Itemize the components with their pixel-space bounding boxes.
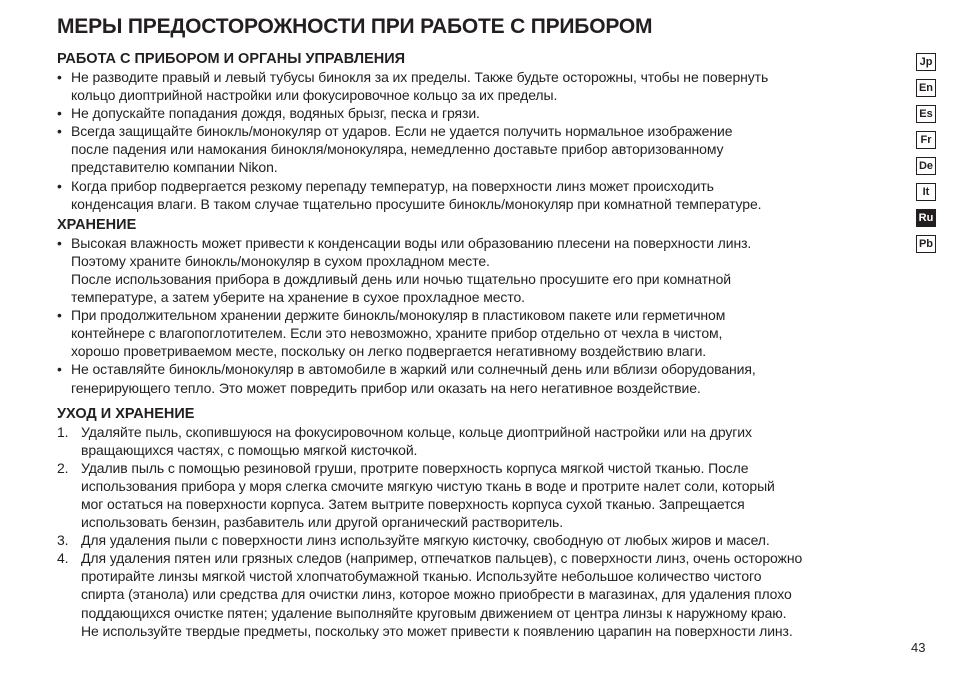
text-line: кольцо диоптрийной настройки или фокусировочное кольцо за их пределы. bbox=[71, 87, 558, 104]
text-line: использовать бензин, разбавитель или другой органический растворитель. bbox=[81, 514, 564, 531]
list-item bbox=[57, 531, 902, 549]
text-line: Не разводите правый и левый тубусы бинокля за их пределы. Также будьте осторожны, чтобы не повернуть bbox=[71, 69, 769, 85]
text-line: Когда прибор подвергается резкому перепаду температур, на поверхности линз может происходить bbox=[71, 177, 714, 194]
list-item bbox=[57, 177, 902, 213]
text-line: Удаляйте пыль, скопившуюся на фокусировочном кольце, кольце диоптрийной настройки или на других bbox=[81, 423, 752, 440]
bullet-marker: • bbox=[57, 105, 62, 122]
bullet-list-storage bbox=[57, 234, 902, 397]
text-line: Всегда защищайте бинокль/монокуляр от ударов. Если не удается получить нормальное изображение bbox=[71, 123, 733, 140]
list-item bbox=[57, 306, 902, 360]
text-line: поддающихся очистке пятен; удаление выполняйте круговым движением от центра линзы к наружному краю. bbox=[81, 604, 787, 621]
list-item bbox=[57, 360, 902, 396]
list-item bbox=[57, 68, 902, 104]
language-tab-de[interactable]: De bbox=[916, 157, 936, 175]
page-title: МЕРЫ ПРЕДОСТОРОЖНОСТИ ПРИ РАБОТЕ С ПРИБОРОМ bbox=[57, 15, 653, 38]
text-line: вращающихся частях, с помощью мягкой кисточкой. bbox=[81, 441, 418, 458]
page-number: 43 bbox=[911, 640, 926, 655]
language-tab-fr[interactable]: Fr bbox=[916, 131, 936, 149]
document-body bbox=[57, 50, 902, 640]
section-heading-care: УХОД И ХРАНЕНИЕ bbox=[57, 405, 195, 422]
bullet-list-operation bbox=[57, 68, 902, 213]
text-line: Не используйте твердые предметы, поскольку это может привести к появлению царапин на поверхности линз. bbox=[81, 622, 793, 639]
language-tab-en[interactable]: En bbox=[916, 79, 936, 97]
numbered-list-care bbox=[57, 423, 902, 640]
text-line: Поэтому храните бинокль/монокуляр в сухом прохладном месте. bbox=[71, 252, 490, 269]
text-line: генерирующего тепло. Это может повредить прибор или оказать на него негативное воздействие. bbox=[71, 379, 701, 396]
text-line: представителю компании Nikon. bbox=[71, 159, 278, 176]
text-line: После использования прибора в дождливый день или ночью тщательно просушите его при комнатной bbox=[71, 270, 732, 287]
text-line: Для удаления пыли с поверхности линз используйте мягкую кисточку, свободную от любых жиров и масел. bbox=[81, 532, 770, 549]
section-heading-storage: ХРАНЕНИЕ bbox=[57, 216, 137, 233]
language-tab-jp[interactable]: Jp bbox=[916, 53, 936, 71]
item-number: 2. bbox=[57, 459, 69, 476]
text-line: хорошо проветриваемом месте, поскольку он легко подвергается негативному воздействию влаги. bbox=[71, 343, 707, 360]
list-item bbox=[57, 459, 902, 531]
section-heading-operation: РАБОТА С ПРИБОРОМ И ОРГАНЫ УПРАВЛЕНИЯ bbox=[57, 51, 406, 67]
bullet-marker: • bbox=[57, 361, 62, 378]
text-line: температуре, а затем уберите на хранение в сухое прохладное место. bbox=[71, 289, 525, 306]
text-line: При продолжительном хранении держите бинокль/монокуляр в пластиковом пакете или герметичном bbox=[71, 307, 726, 324]
language-tab-nav bbox=[916, 53, 936, 261]
text-line: протирайте линзы мягкой чистой хлопчатобумажной тканью. Используйте небольшое количество чистого bbox=[81, 568, 762, 585]
bullet-marker: • bbox=[57, 307, 62, 324]
language-tab-ru[interactable]: Ru bbox=[916, 209, 936, 227]
bullet-marker: • bbox=[57, 69, 62, 85]
bullet-marker: • bbox=[57, 234, 62, 251]
text-line: Не допускайте попадания дождя, водяных брызг, песка и грязи. bbox=[71, 105, 480, 122]
language-tab-it[interactable]: It bbox=[916, 183, 936, 201]
text-line: Высокая влажность может привести к конденсации воды или образованию плесени на поверхности линз. bbox=[71, 234, 752, 251]
list-item bbox=[57, 423, 902, 459]
list-item bbox=[57, 104, 902, 122]
list-item bbox=[57, 122, 902, 176]
item-number: 4. bbox=[57, 550, 69, 567]
list-item bbox=[57, 549, 902, 639]
list-item bbox=[57, 234, 902, 306]
text-line: контейнере с влагопоглотителем. Если это невозможно, храните прибор отдельно от чехла в чистом, bbox=[71, 325, 723, 342]
text-line: Не оставляйте бинокль/монокуляр в автомобиле в жаркий или солнечный день или вблизи оборудования, bbox=[71, 361, 756, 378]
text-line: использования прибора у моря слегка смочите мягкую чистую ткань в воде и протрите налет соли, который bbox=[81, 477, 775, 494]
text-line: после падения или намокания бинокля/монокуляра, немедленно доставьте прибор авторизованному bbox=[71, 141, 724, 158]
item-number: 3. bbox=[57, 532, 69, 549]
text-line: конденсация влаги. В таком случае тщательно просушите бинокль/монокуляр при комнатной температуре. bbox=[71, 195, 762, 212]
text-line: Для удаления пятен или грязных следов (например, отпечатков пальцев), с поверхности линз, очень осторожно bbox=[81, 550, 803, 567]
bullet-marker: • bbox=[57, 177, 62, 194]
language-tab-pb[interactable]: Pb bbox=[916, 235, 936, 253]
text-line: Удалив пыль с помощью резиновой груши, протрите поверхность корпуса мягкой чистой тканью. После bbox=[81, 459, 749, 476]
bullet-marker: • bbox=[57, 123, 62, 140]
language-tab-es[interactable]: Es bbox=[916, 105, 936, 123]
text-line: мог остаться на поверхности корпуса. Затем вытрите поверхность корпуса сухой тканью. Запрещается bbox=[81, 495, 745, 512]
item-number: 1. bbox=[57, 423, 69, 440]
text-line: спирта (этанола) или средства для очистки линз, которое можно приобрести в магазинах, для удаления плохо bbox=[81, 586, 792, 603]
